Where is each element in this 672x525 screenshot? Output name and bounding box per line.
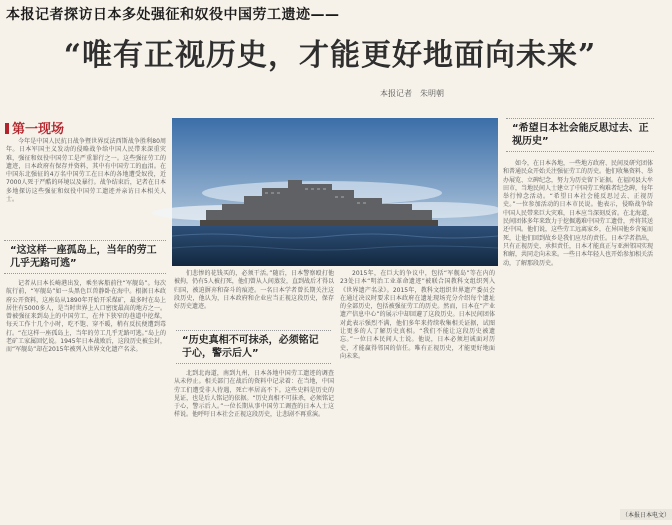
article-source-note: （本报日本电文） xyxy=(620,509,672,520)
paragraph: 如今，在日本各地，一些地方政府、民间及研究团体和普通民众开始关注强征劳工的历史。他们收集资料、举办展览、立碑纪念，努力为历史留下证据。在福冈县大牟田市，当地民间人士建立了中国劳工殉难者纪念碑，每年举行悼念活动。“希望日本社会能反思过去、正视历史。”一位参加活动的日本市民说。他表示，侵略战争给中国人民带来巨大灾难，日本应当深刻反省。在北海道，民间团体多年来致力于挖掘遇难中国劳工遗骨，并将其送还中国。他们说，这些劳工远离家乡，在异国他乡含冤而死，让他们回到故乡是我们应尽的责任。日本学者指出，只有正视历史、承担责任，日本才能真正与亚洲邻国实现和解，共同走向未来。一些日本年轻人也开始参加相关活动，了解那段历史。 xyxy=(503,160,654,267)
paragraph: 2015年，在巨大的争议中，包括“军舰岛”等在内的23处日本“明治工业革命遗迹”被联合国教科文组织列入《世界遗产名录》。2015年，教科文组织世界遗产委员会在通过决议时要求日本政府在遗址现场充分介绍每个遗址的全部历史，包括被强征劳工的历史。然而，日本在“产业遗产信息中心”的展示中却回避了这段历史。日本民间团体对此表示强烈不满，他们多年来持续收集相关证据，试图让更多的人了解历史真相。“我们不能让这段历史被遗忘。”一位日本民间人士说。他说，日本必须坦诚面对历史，才能赢得邻国的信任。唯有正视历史，才能更好地面向未来。 xyxy=(340,270,495,360)
paragraph: 记者从日本长崎港出发，乘坐客船前往“军舰岛”。每次航行前，“军舰岛”如一头黑色巨兽静卧在海中。根据日本政府公开资料，这座岛从1890年开始开采煤矿，最多时在岛上居住有5000多人，是当时世界上人口密度最高的地方之一。曾被强征来到岛上的中国劳工，在井下狭窄的巷道中挖煤，每天工作十几个小时，吃不饱、穿不暖，稍有反抗便遭到毒打。“在这样一座孤岛上，当年的劳工几乎无路可逃。”岛上的老矿工家属回忆说。1945年日本战败后，这段历史被尘封，而“军舰岛”却在2015年被列入世界文化遗产名录。 xyxy=(6,280,166,354)
pull-quote-3: “希望日本社会能反思过去、正视历史” xyxy=(512,123,649,147)
article-column-1-bottom xyxy=(6,280,166,520)
article-column-2-bottom xyxy=(174,370,334,520)
article-column-4 xyxy=(503,160,653,505)
pull-quote-1: “这这样一座孤岛上，当年的劳工几乎无路可逃” xyxy=(10,244,162,270)
island-photo xyxy=(172,118,498,266)
article-byline: 本报记者 朱明朝 xyxy=(380,89,444,98)
article-column-2-top xyxy=(174,270,334,326)
article-headline: “唯有正视历史，才能更好地面向未来” xyxy=(63,38,597,73)
paragraph: 们悲惨的花钱买的，必须干活。”随后，日本警察殴打他被拘，仍有5人被打死，他们曾从人间蒸发，直到战后才得以归国，被迫摒弃和奋斗的痕迹。一名日本学者曾长期关注这段历史，他认为，日本政府和企业应当正视这段历史，保存好历史遗迹。 xyxy=(174,270,334,311)
section-label: 第一现场 xyxy=(5,118,64,137)
paragraph: 今年是中国人民抗日战争暨世界反法西斯战争胜利80周年。日本军国主义发动的侵略战争给中国人民带来深重灾难，强征和奴役中国劳工是严重罪行之一。这些强征劳工的遗迹，日本政府有保存并资料，其中有中国劳工的血泪。在中国东北强征的4万名中国劳工在日本的各地遭受奴役，近7000人死于严酷的环境以及暴行。战争结束后，记者在日本多地探访这些强征和奴役中国劳工遗迹并亲访日本相关人士。 xyxy=(6,138,166,204)
article-column-1-top xyxy=(6,138,166,236)
article-column-3 xyxy=(340,270,495,520)
paragraph: 北到北海道，南到九州，日本各地中国劳工遗迹的调查从未停止。相关部门在战后的资料中记录着：在当地，中国劳工们遭受非人待遇，死亡率居高不下。这些史料是历史的见证，也是后人铭记的依据。“历史真相不可抹杀，必须铭记于心，警示后人。”一位长期从事中国劳工调查的日本人士这样说。他呼吁日本社会正视这段历史，让悲剧不再重演。 xyxy=(174,370,334,419)
pull-quote-2: “历史真相不可抹杀，必须铭记于心，警示后人” xyxy=(182,334,327,360)
island-photo-illustration xyxy=(172,118,498,266)
article-kicker: 本报记者探访日本多处强征和奴役中国劳工遗迹—— xyxy=(6,7,340,23)
